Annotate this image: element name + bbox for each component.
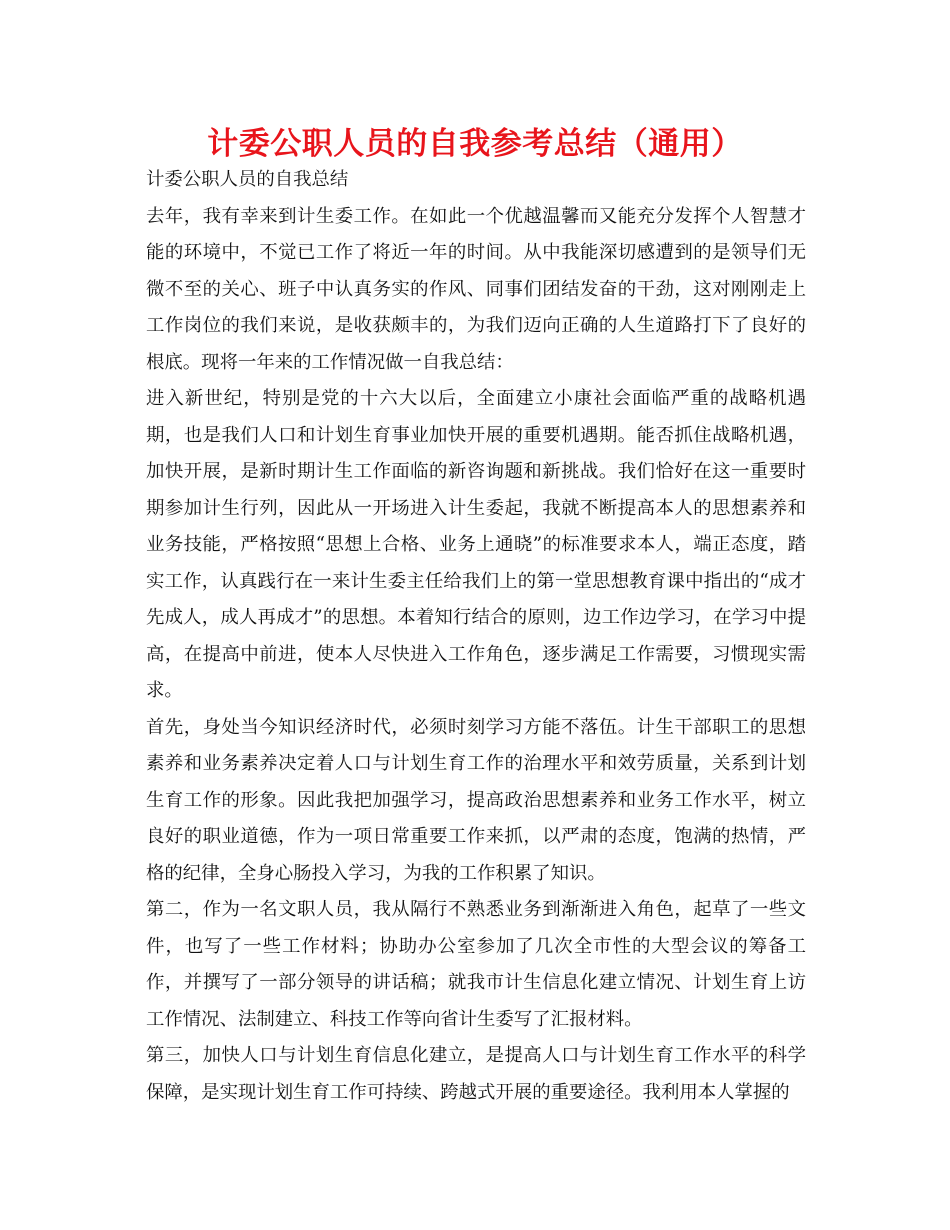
paragraph: 去年，我有幸来到计生委工作。在如此一个优越温馨而又能充分发挥个人智慧才能的环境中，不觉已工作了将近一年的时间。从中我能深切感遭到的是领导们无微不至的关心、班子中认真务实的作风、同事们团结发奋的干劲，这对刚刚走上工作岗位的我们来说，是收获颇丰的，为我们迈向正确的人生道路打下了良好的根底。现将一年来的工作情况做一自我总结： xyxy=(146,205,806,373)
document-body xyxy=(146,162,806,1111)
document-title: 计委公职人员的自我参考总结（通用） xyxy=(207,126,743,162)
paragraph: 首先，身处当今知识经济时代，必须时刻学习方能不落伍。计生干部职工的思想素养和业务素养决定着人口与计划生育工作的治理水平和效劳质量，关系到计划生育工作的形象。因此我把加强学习，提高政治思想素养和业务工作水平，树立良好的职业道德，作为一项日常重要工作来抓，以严肃的态度，饱满的热情，严格的纪律，全身心肠投入学习，为我的工作积累了知识。 xyxy=(146,716,806,884)
document-subtitle: 计委公职人员的自我总结 xyxy=(146,169,349,190)
paragraph: 第二，作为一名文职人员，我从隔行不熟悉业务到渐渐进入角色，起草了一些文件，也写了一些工作材料；协助办公室参加了几次全市性的大型会议的筹备工作，并撰写了一部分领导的讲话稿；就我市计生信息化建立情况、计划生育上访工作情况、法制建立、科技工作等向省计生委写了汇报材料。 xyxy=(146,899,806,1030)
paragraph: 进入新世纪，特别是党的十六大以后，全面建立小康社会面临严重的战略机遇期，也是我们人口和计划生育事业加快开展的重要机遇期。能否抓住战略机遇，加快开展，是新时期计生工作面临的新咨询题和新挑战。我们恰好在这一重要时期参加计生行列，因此从一开场进入计生委起，我就不断提高本人的思想素养和业务技能，严格按照“思想上合格、业务上通晓”的标准要求本人，端正态度，踏实工作，认真践行在一来计生委主任给我们上的第一堂思想教育课中指出的“成才先成人，成人再成才”的思想。本着知行结合的原则，边工作边学习，在学习中提高，在提高中前进，使本人尽快进入工作角色，逐步满足工作需要，习惯现实需求。 xyxy=(146,388,806,701)
paragraph: 第三，加快人口与计划生育信息化建立，是提高人口与计划生育工作水平的科学保障，是实现计划生育工作可持续、跨越式开展的重要途径。我利用本人掌握的 xyxy=(146,1045,806,1103)
